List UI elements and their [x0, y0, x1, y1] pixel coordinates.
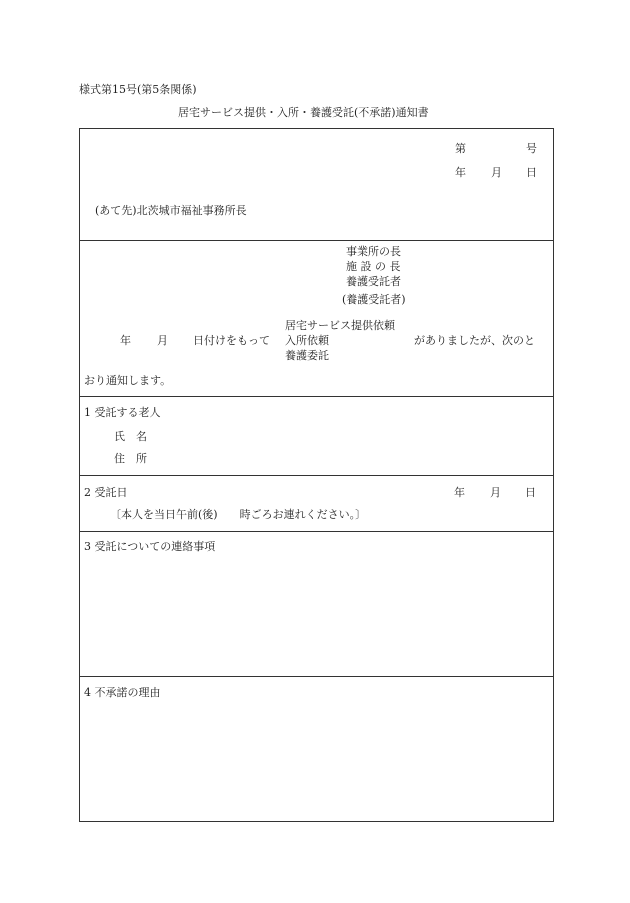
sender-title-facility: 施 設 の 長	[346, 260, 401, 273]
addressee: (あて先)北茨城市福祉事務所長	[95, 204, 247, 217]
section-4-heading: 4 不承諾の理由	[84, 686, 161, 699]
address-label: 住 所	[114, 452, 147, 465]
form-number: 様式第15号(第5条関係)	[79, 83, 197, 96]
request-date-year: 年	[120, 334, 131, 347]
name-label: 氏 名	[114, 430, 147, 443]
notice-body-continued: おり通知します。	[84, 374, 172, 387]
sender-title-office: 事業所の長	[346, 245, 401, 258]
request-type-service: 居宅サービス提供依頼	[285, 319, 395, 332]
date-month-label: 月	[491, 166, 502, 179]
request-date-suffix: 日付けをもって	[193, 334, 270, 347]
number-label-left: 第	[455, 142, 466, 155]
section-addressee	[80, 129, 553, 241]
date-day-label: 日	[526, 166, 537, 179]
section-refusal-reason	[80, 677, 553, 821]
notice-body: がありましたが、次のと	[414, 334, 535, 347]
entrust-note: 〔本人を当日午前(後) 時ごろお連れください。〕	[110, 508, 367, 521]
entrust-date-day: 日	[525, 486, 536, 499]
entrust-date-month: 月	[490, 486, 501, 499]
form-table	[79, 128, 554, 822]
request-type-admission: 入所依頼	[285, 334, 329, 347]
request-date-month: 月	[157, 334, 168, 347]
date-year-label: 年	[455, 166, 466, 179]
section-elderly-person	[80, 397, 553, 476]
section-sender	[80, 241, 553, 397]
section-contact-items	[80, 532, 553, 677]
section-2-heading: 2 受託日	[84, 486, 128, 499]
document-title: 居宅サービス提供・入所・養護受託(不承諾)通知書	[178, 106, 429, 119]
section-3-heading: 3 受託についての連絡事項	[84, 540, 216, 553]
sender-title-caretaker-alt: (養護受託者)	[342, 293, 406, 306]
section-1-heading: 1 受託する老人	[84, 406, 161, 419]
entrust-date-year: 年	[454, 486, 465, 499]
request-type-entrust: 養護委託	[285, 349, 329, 362]
section-entrust-date	[80, 476, 553, 532]
number-label-right: 号	[526, 142, 537, 155]
sender-title-caretaker: 養護受託者	[346, 275, 401, 288]
